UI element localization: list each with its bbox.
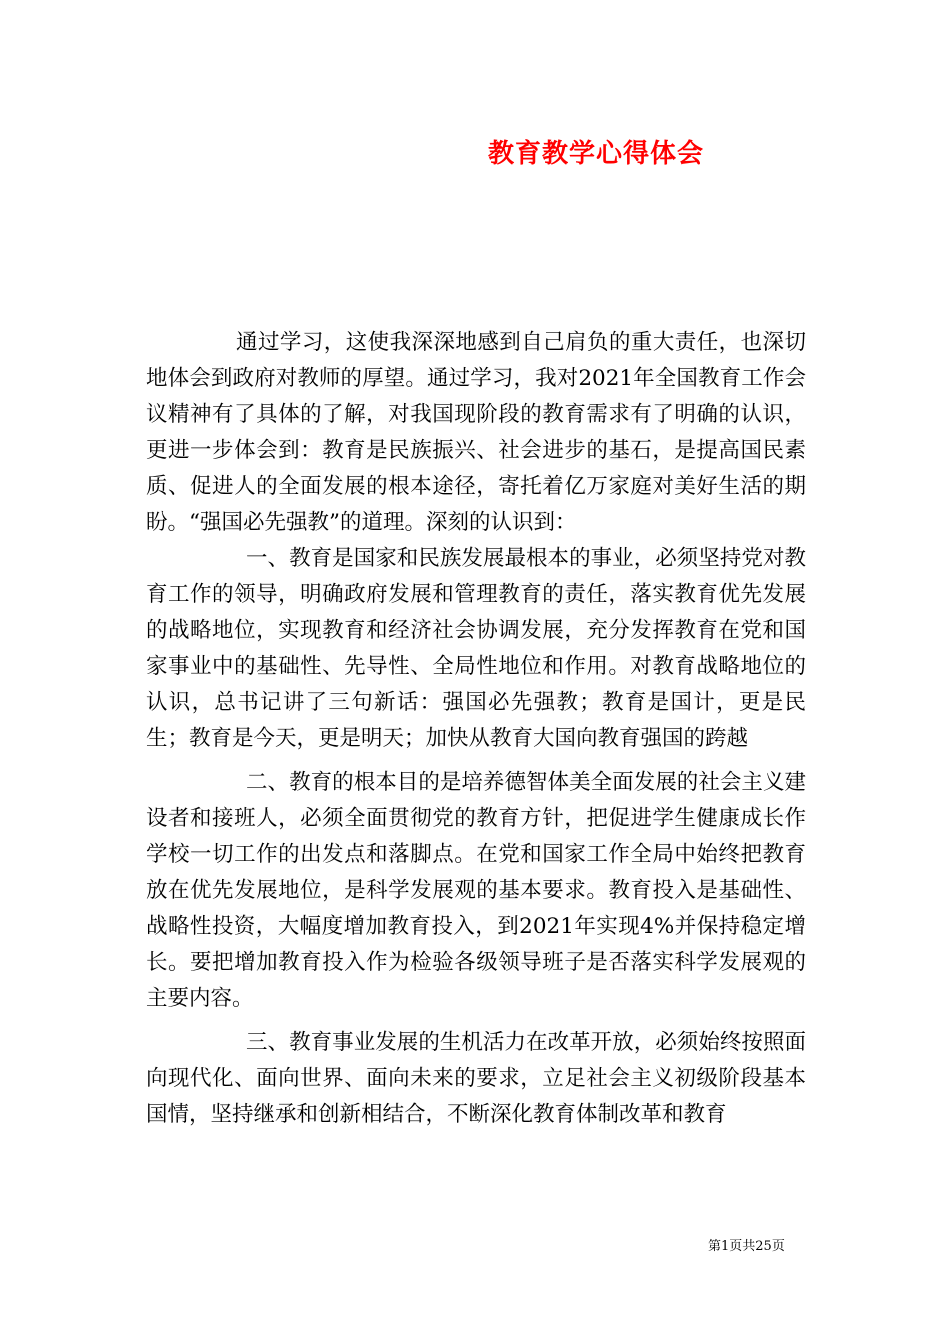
document-body	[146, 325, 806, 1133]
page-number: 第1页共25页	[708, 1239, 785, 1254]
paragraph-point-one: 一、教育是国家和民族发展最根本的事业，必须坚持党对教育工作的领导，明确政府发展和管理教育的责任，落实教育优先发展的战略地位，实现教育和经济社会协调发展，充分发挥教育在党和国家事业中的基础性、先导性、全局性地位和作用。对教育战略地位的认识，总书记讲了三句新话：强国必先强教；教育是国计，更是民生；教育是今天，更是明天；加快从教育大国向教育强国的跨越	[146, 546, 806, 751]
paragraph-point-three: 三、教育事业发展的生机活力在改革开放，必须始终按照面向现代化、面向世界、面向未来的要求，立足社会主义初级阶段基本国情，坚持继承和创新相结合，不断深化教育体制改革和教育	[146, 1030, 806, 1127]
paragraph-point-two: 二、教育的根本目的是培养德智体美全面发展的社会主义建设者和接班人，必须全面贯彻党的教育方针，把促进学生健康成长作学校一切工作的出发点和落脚点。在党和国家工作全局中始终把教育放在优先发展地位，是科学发展观的基本要求。教育投入是基础性、战略性投资，大幅度增加教育投入，到2021年实现4%并保持稳定增长。要把增加教育投入作为检验各级领导班子是否落实科学发展观的主要内容。	[146, 770, 806, 1011]
paragraph-intro: 通过学习，这使我深深地感到自己肩负的重大责任，也深切地体会到政府对教师的厚望。通过学习，我对2021年全国教育工作会议精神有了具体的了解，对我国现阶段的教育需求有了明确的认识，更进一步体会到：教育是民族振兴、社会进步的基石，是提高国民素质、促进人的全面发展的根本途径，寄托着亿万家庭对美好生活的期盼。“强国必先强教”的道理。深刻的认识到：	[146, 330, 806, 535]
document-title: 教育教学心得体会	[488, 139, 705, 169]
